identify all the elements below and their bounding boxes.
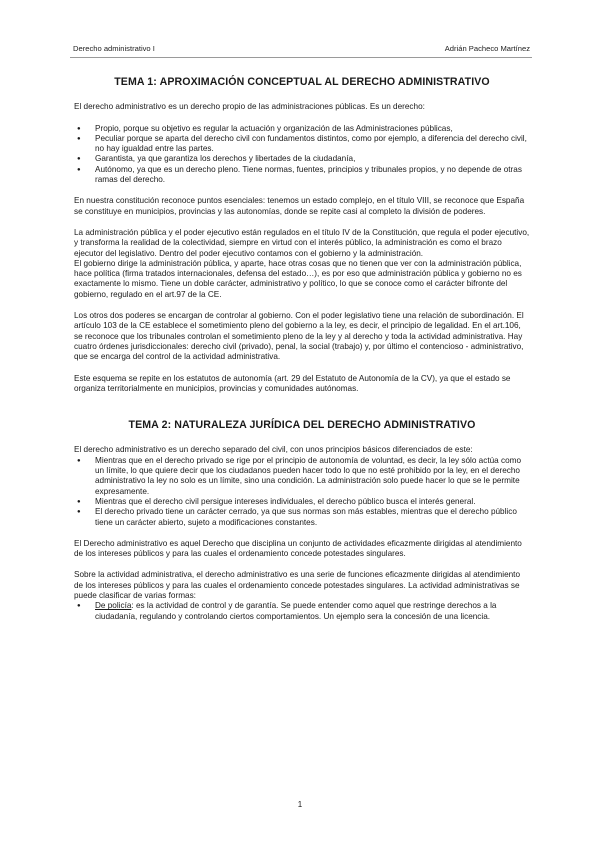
tema2-intro: El derecho administrativo es un derecho separado del civil, con unos principios básicos diferenciados de este: [74, 445, 473, 455]
policia-term: De policía [95, 601, 132, 611]
list-item: ● Propio, porque su objetivo es regular la actuación y organización de las Administraciones públicas, [74, 124, 530, 134]
tema1-bullet-list [74, 124, 530, 186]
tema2-title: TEMA 2: NATURALEZA JURÍDICA DEL DERECHO ADMINISTRATIVO [128, 419, 476, 432]
document-body [74, 77, 530, 622]
header-course-title: Derecho administrativo I [73, 44, 155, 53]
tema1-intro: El derecho administrativo es un derecho propio de las administraciones públicas. Es un derecho: [74, 102, 425, 112]
tema2-paragraph: El Derecho administrativo es aquel Derecho que disciplina un conjunto de actividades eficazmente dirigidas al atendimiento de los intereses públicos y para las cuales el ordenamiento concede potestades singulares. [74, 538, 522, 559]
tema2-paragraph: Sobre la actividad administrativa, el derecho administrativo es una serie de funciones eficazmente dirigidas al atendimiento de los intereses públicos y para las cuales el ordenamiento concede potestades singulares. La actividad administrativas se puede clasificar de varias formas: [74, 570, 521, 600]
list-item: ● El derecho privado tiene un carácter cerrado, ya que sus normas son más estables, mientras que el derecho público tiene un carácter abierto, sujeto a modificaciones constantes. [74, 507, 530, 528]
tema1-paragraph: En nuestra constitución reconoce puntos esenciales: tenemos un estado complejo, en el título VIII, se reconoce que España se constituye en municipios, provincias y las autonomías, donde se repite casi al completo la división de poderes. [74, 196, 525, 216]
tema2-classification-list [74, 601, 530, 622]
header-author: Adrián Pacheco Martínez [444, 44, 530, 53]
tema1-title: TEMA 1: APROXIMACIÓN CONCEPTUAL AL DERECHO ADMINISTRATIVO [114, 76, 490, 88]
list-item: ● Peculiar porque se aparta del derecho civil con fundamentos distintos, como por ejemplo, a diferencia del derecho civil, no hay igualdad entre las partes. [74, 134, 530, 155]
tema1-paragraph: La administración pública y el poder ejecutivo están regulados en el título IV de la Constitución, que regula el poder ejecutivo, y transforma la realidad de la colectividad, siempre en virtud con el interés público, la administración es como el brazo ejecutor del legislativo. Dentro del poder ejecutivo contamos con el gobierno y la administración. [74, 227, 530, 258]
tema1-paragraph: Los otros dos poderes se encargan de controlar al gobierno. Con el poder legislativo tiene una relación de subordinación. El artículo 103 de la CE establece el sometimiento pleno del gobierno a la ley, es decir, el principio de legalidad. En el art.106, se reconoce que los tribunales controlan el sometimiento pleno de la ley y al derecho y toda la actividad administrativa. Hay cuatro órdenes jurisdiccionales: derecho civil (privado), penal, la social (trabajo) y, por último el contencioso - administrativo, que se encarga del control de la actividad administrativa. [74, 311, 524, 362]
policia-definition: : es la actividad de control y de garantía. Se puede entender como aquel que restringe derechos a la ciudadanía, regulando y controlando ciertos comportamientos. Un ejemplo sera la concesión de una licencia. [95, 601, 497, 621]
header-divider [70, 57, 532, 58]
tema1-paragraph: Este esquema se repite en los estatutos de autonomía (art. 29 del Estatuto de Autonomía de la CV), ya que el estado se organiza territorialmente en municipios, provincias y comunidades autónomas. [74, 373, 511, 393]
list-item: ● Garantista, ya que garantiza los derechos y libertades de la ciudadanía, [74, 154, 530, 164]
list-item: ● Mientras que en el derecho privado se rige por el principio de autonomía de voluntad, es decir, la ley sólo actúa como un límite, lo que quiere decir que los ciudadanos pueden hacer todo lo que no esté prohibido por la ley, en el derecho administrativo la ley no solo es un límite, sino una condición. La administración solo puede hacer lo que se le permite expresamente. [74, 456, 530, 497]
list-item: ● Mientras que el derecho civil persigue intereses individuales, el derecho público busca el interés general. [74, 497, 530, 507]
list-item: ● Autónomo, ya que es un derecho pleno. Tiene normas, fuentes, principios y tribunales propios, y no depende de otras ramas del derecho. [74, 165, 530, 186]
tema2-bullet-list [74, 456, 530, 528]
list-item [74, 601, 530, 622]
page-number: 1 [297, 800, 303, 809]
tema1-paragraph: El gobierno dirige la administración pública, y aparte, hace otras cosas que no tienen que ver con la administración pública, hace política (firma tratados internacionales, defensa del estado…), es por eso que administración pública y gobierno no es exactamente lo mismo. Tiene un doble carácter, administrativo y político, lo que se conoce como el carácter bifronte del gobierno, regulado en el art.97 de la CE. [74, 258, 522, 299]
